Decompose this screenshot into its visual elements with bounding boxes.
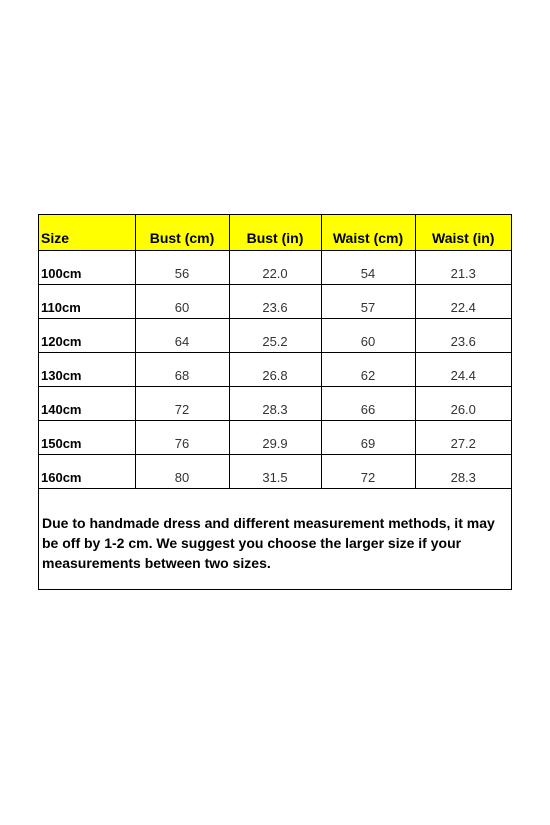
waist-in-cell: 21.3: [415, 251, 511, 285]
waist-cm-cell: 72: [321, 455, 415, 489]
header-row: [39, 215, 511, 251]
waist-cm-cell: 62: [321, 353, 415, 387]
waist-cm-cell: 66: [321, 387, 415, 421]
waist-in-cell: 24.4: [415, 353, 511, 387]
bust-cm-cell: 72: [135, 387, 229, 421]
table-row: [39, 421, 511, 455]
waist-in-cell: 22.4: [415, 285, 511, 319]
column-header-waist-cm: Waist (cm): [321, 215, 415, 251]
bust-in-cell: 28.3: [229, 387, 321, 421]
size-cell: 100cm: [39, 251, 135, 285]
size-cell: 150cm: [39, 421, 135, 455]
size-cell: 160cm: [39, 455, 135, 489]
bust-cm-cell: 76: [135, 421, 229, 455]
waist-cm-cell: 60: [321, 319, 415, 353]
table-row: [39, 353, 511, 387]
size-cell: 140cm: [39, 387, 135, 421]
table-row: [39, 319, 511, 353]
column-header-size: Size: [39, 215, 135, 251]
waist-in-cell: 27.2: [415, 421, 511, 455]
table-row: [39, 251, 511, 285]
size-chart: [38, 214, 512, 590]
waist-cm-cell: 54: [321, 251, 415, 285]
bust-cm-cell: 56: [135, 251, 229, 285]
bust-in-cell: 22.0: [229, 251, 321, 285]
table-row: [39, 455, 511, 489]
waist-in-cell: 28.3: [415, 455, 511, 489]
table-row: [39, 285, 511, 319]
size-cell: 130cm: [39, 353, 135, 387]
bust-cm-cell: 60: [135, 285, 229, 319]
bust-cm-cell: 68: [135, 353, 229, 387]
bust-in-cell: 25.2: [229, 319, 321, 353]
column-header-waist-in: Waist (in): [415, 215, 511, 251]
size-table: [39, 215, 511, 489]
bust-in-cell: 26.8: [229, 353, 321, 387]
measurement-note: Due to handmade dress and different measurement methods, it may be off by 1-2 cm. We suggest you choose the larger size if your measurements between two sizes.: [42, 515, 495, 571]
bust-in-cell: 23.6: [229, 285, 321, 319]
column-header-bust-cm: Bust (cm): [135, 215, 229, 251]
column-header-bust-in: Bust (in): [229, 215, 321, 251]
waist-in-cell: 23.6: [415, 319, 511, 353]
table-row: [39, 387, 511, 421]
waist-cm-cell: 57: [321, 285, 415, 319]
size-cell: 110cm: [39, 285, 135, 319]
bust-cm-cell: 64: [135, 319, 229, 353]
size-cell: 120cm: [39, 319, 135, 353]
bust-in-cell: 31.5: [229, 455, 321, 489]
bust-cm-cell: 80: [135, 455, 229, 489]
waist-cm-cell: 69: [321, 421, 415, 455]
waist-in-cell: 26.0: [415, 387, 511, 421]
bust-in-cell: 29.9: [229, 421, 321, 455]
